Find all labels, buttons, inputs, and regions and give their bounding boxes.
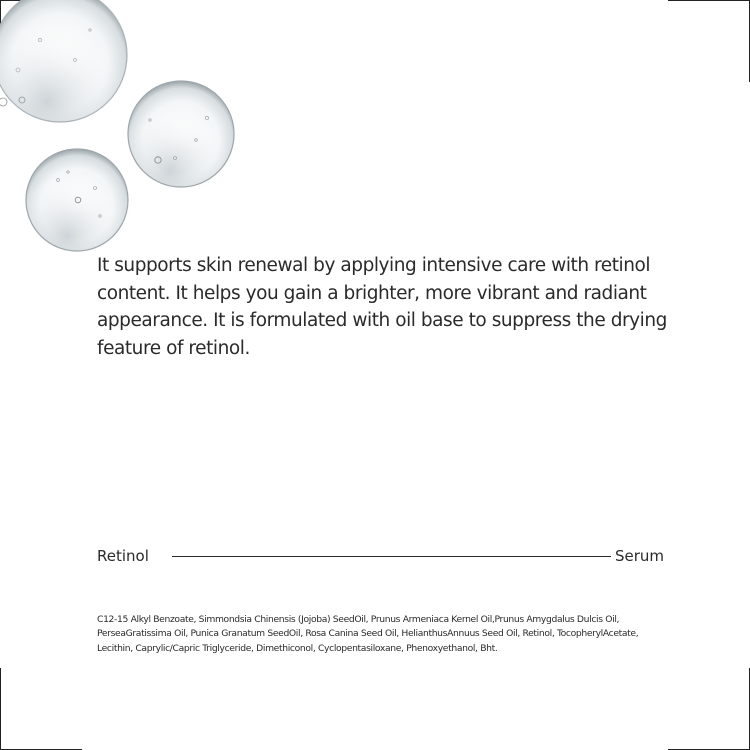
product-name-right: Serum <box>614 547 664 565</box>
droplet-small <box>23 149 137 255</box>
droplet-medium <box>125 78 240 198</box>
divider-line <box>172 556 611 557</box>
serum-droplets-image <box>0 0 240 255</box>
ingredients-list: C12-15 Alkyl Benzoate, Simmondsia Chinensis (Jojoba) SeedOil, Prunus Armeniaca Kernel Oil,Prunus Amygdalus Dulcis Oil, PerseaGratissima Oil, Punica Granatum SeedOil, Rosa Canina Seed Oil, HelianthusAnnuus Seed Oil, Retinol, TocopherylAcetate, Lecithin, Caprylic/Capric Triglyceride, Dimethiconol, Cyclopentasiloxane, Phenoxyethanol, Bht. <box>97 614 639 654</box>
crop-mark <box>0 668 1 750</box>
product-name-left: Retinol <box>97 547 149 565</box>
droplet-large <box>0 0 132 130</box>
crop-mark <box>668 0 750 1</box>
product-description: It supports skin renewal by applying intensive care with retinol content. It helps you gain a brighter, more vibrant and radiant appearance. It is formulated with oil base to suppress the drying feature of retinol. <box>97 255 667 359</box>
product-name-row <box>97 545 664 569</box>
